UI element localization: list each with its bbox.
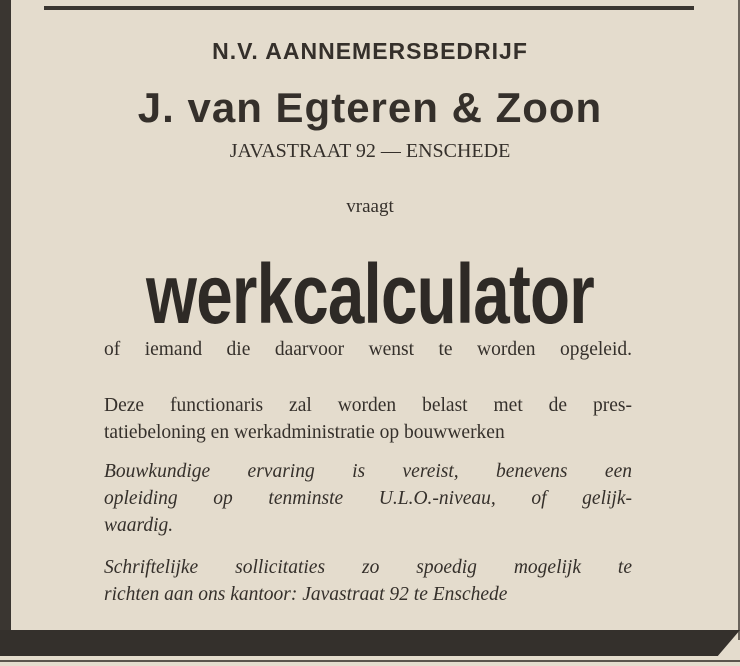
text-line: Bouwkundige ervaring is vereist, benevens een: [104, 461, 632, 482]
company-type: N.V. AANNEMERSBEDRIJF: [212, 38, 528, 64]
paragraph-application: [104, 554, 632, 608]
text-line: Deze functionaris zal worden belast met de pres-: [104, 395, 632, 416]
company-address: JAVASTRAAT 92 — ENSCHEDE: [229, 140, 511, 162]
text-line: Schriftelijke sollicitaties zo spoedig mogelijk te: [104, 557, 632, 578]
company-name: J. van Egteren & Zoon: [137, 84, 603, 131]
intro-text: vraagt: [346, 196, 394, 217]
position-title: werkcalculator: [146, 247, 594, 341]
text-line: richten aan ons kantoor: Javastraat 92 te Enschede: [104, 584, 508, 605]
paragraph-requirements: [104, 458, 632, 539]
text-line: waardig.: [104, 515, 174, 536]
top-rule: [44, 6, 694, 10]
bottom-rule: [0, 660, 740, 662]
paragraph-duties: [104, 392, 632, 446]
subtitle: [104, 336, 632, 363]
text-line: opleiding op tenminste U.L.O.-niveau, of gelijk-: [104, 488, 632, 509]
bottom-band: [0, 630, 740, 656]
text-line: tatiebeloning en werkadministratie op bouwwerken: [104, 422, 505, 443]
subtitle-line: of iemand die daarvoor wenst te worden opgeleid.: [104, 339, 632, 360]
